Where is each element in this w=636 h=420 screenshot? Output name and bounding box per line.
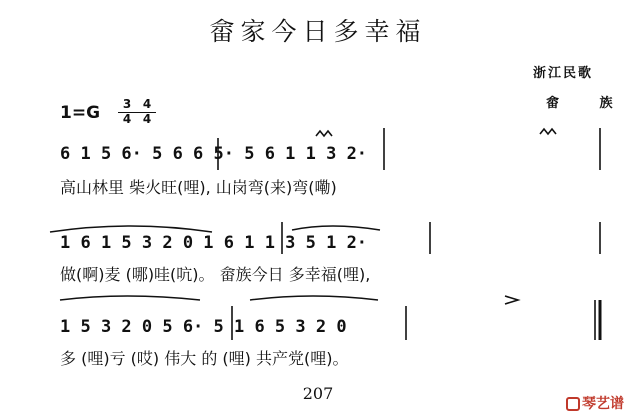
lyrics-line-3: 多 (哩)亏 (哎) 伟大 的 (哩) 共产党(哩)。 [60,349,349,368]
time-sig-2-bottom: 4 [142,112,152,126]
lyrics-line-2: 做(啊)麦 (哪)哇(吭)。 畲族今日 多幸福(哩), [60,265,371,284]
time-sig-2-top: 4 [142,97,152,111]
watermark [566,393,624,413]
song-ethnicity: 畲 族 [546,96,631,111]
song-origin: 浙江民歌 [533,66,594,81]
notes-line-1: 6 1 5 6· 5 6 6 5· 5 6 1 1 3 2· [60,144,368,164]
watermark-text: 琴艺谱 [582,396,624,412]
time-sig-1-top: 3 [122,97,132,111]
key-signature: 1=G [60,103,101,123]
notes-line-3: 1 5 3 2 0 5 6· 5 1 6 5 3 2 0 [60,317,347,337]
logo-icon [566,397,580,411]
lyrics-line-1: 高山林里 柴火旺(哩), 山岗弯(来)弯(嘞) [60,178,337,197]
notes-line-2: 1 6 1 5 3 2 0 1 6 1 1 3 5 1 2· [60,233,368,253]
song-title: 畲家今日多幸福 [209,17,427,46]
page-number: 207 [302,384,334,403]
time-sig-1-bottom: 4 [122,112,132,126]
